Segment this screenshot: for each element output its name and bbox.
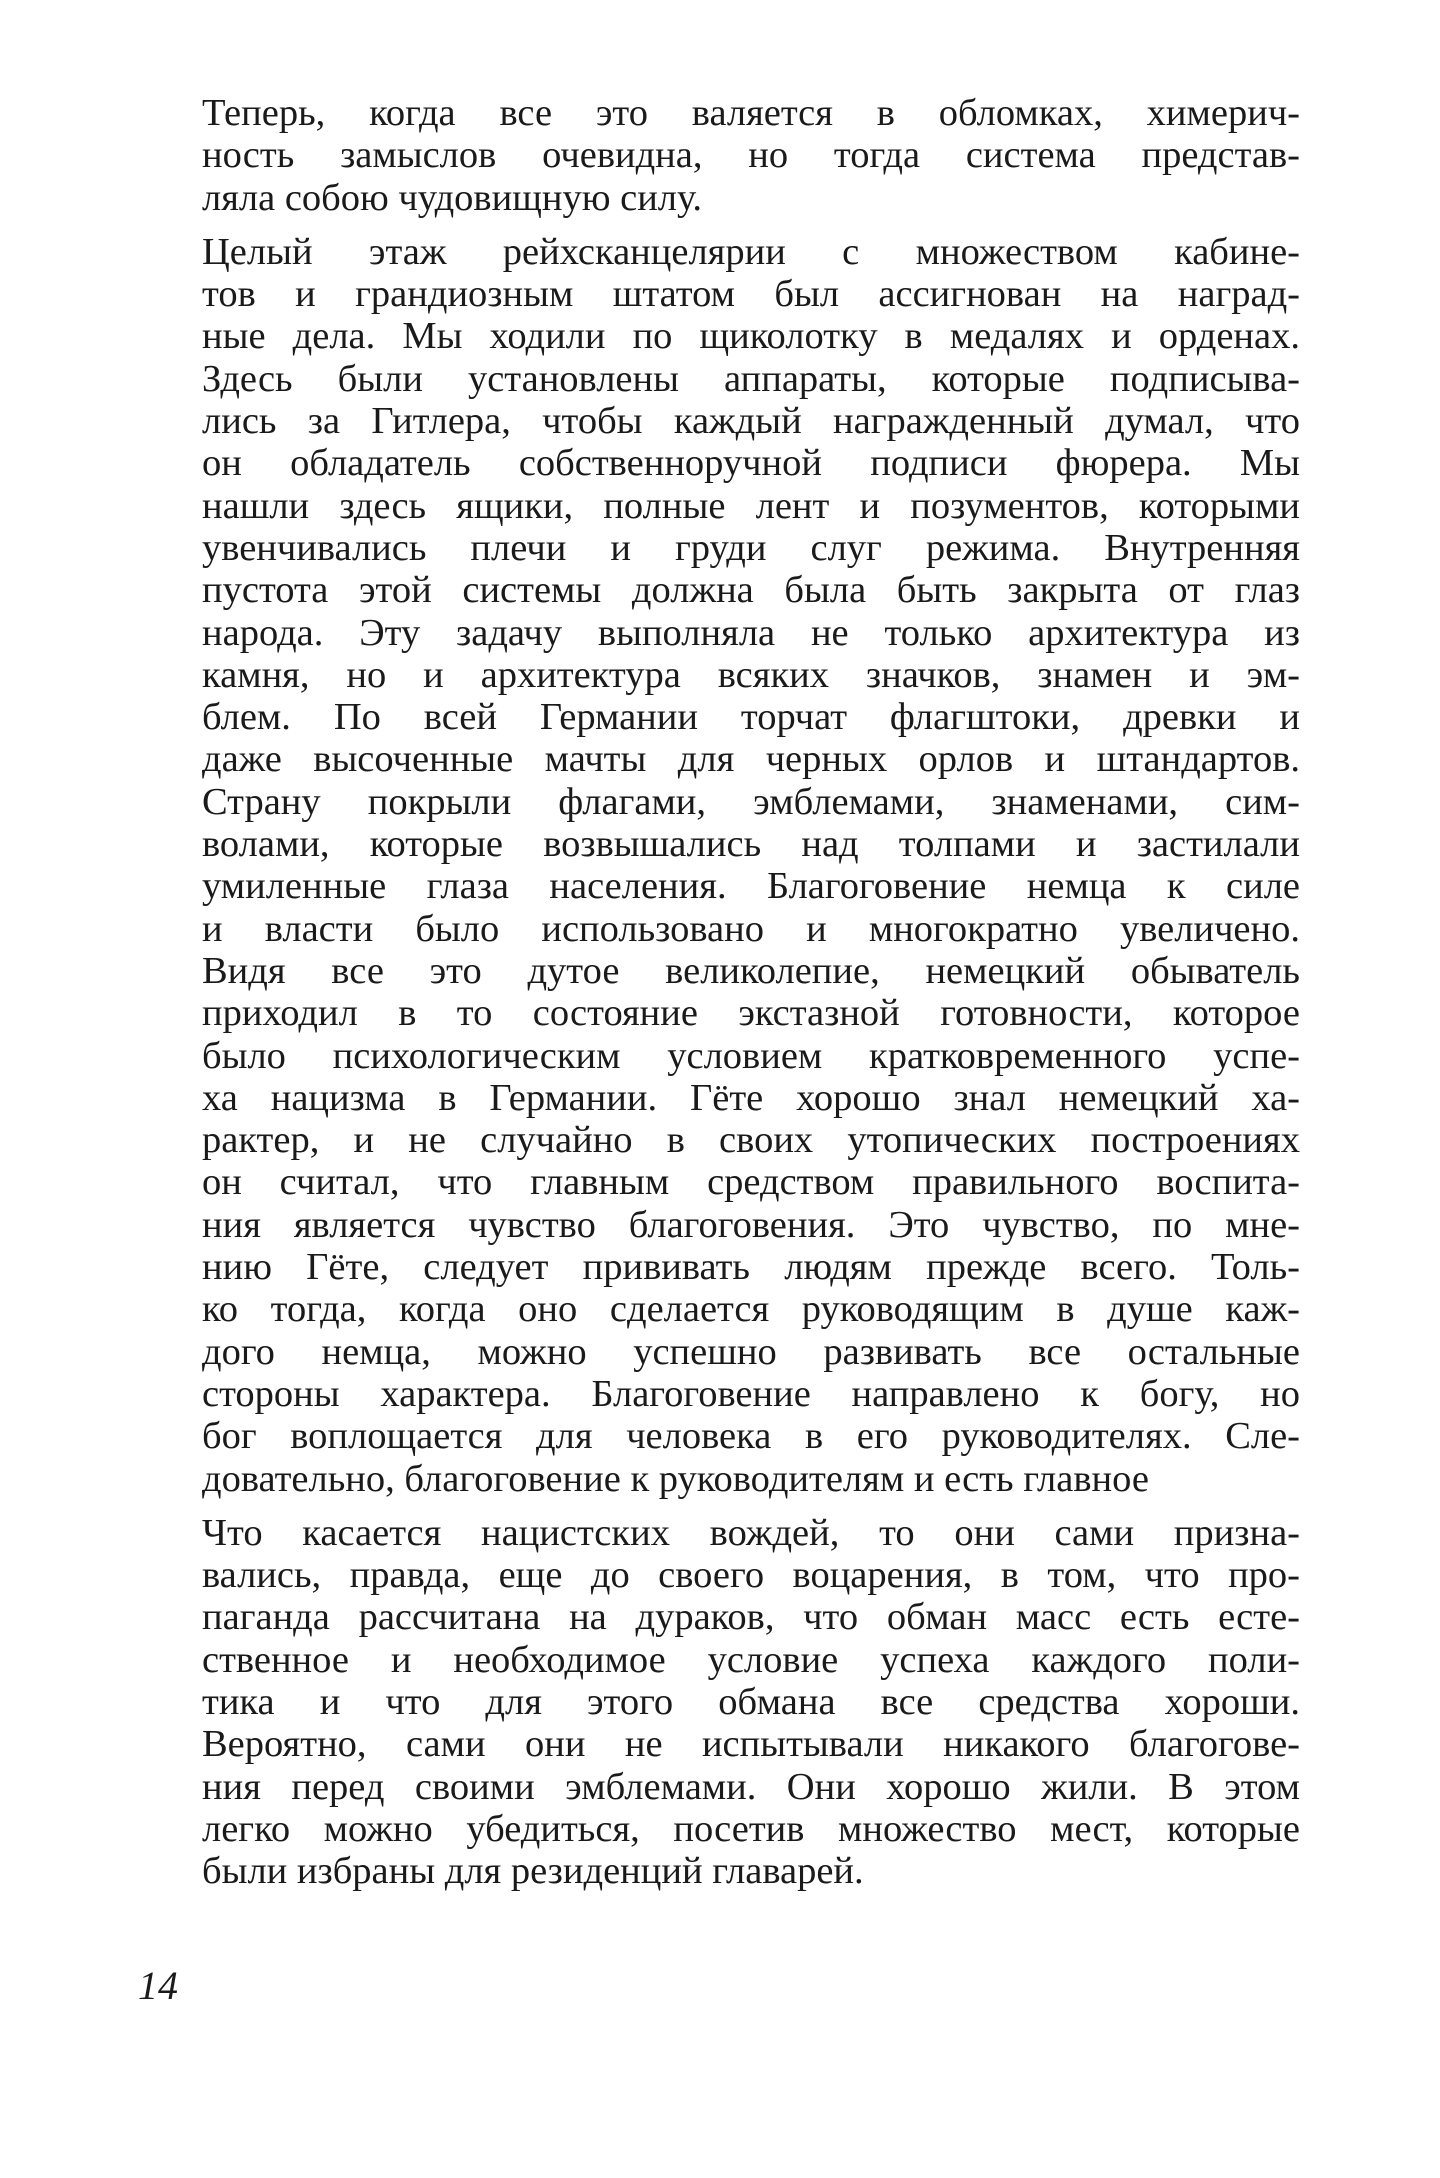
text-line: лись за Гитлера, чтобы каждый награжденный думал, что — [202, 400, 1300, 443]
text-line: бог воплощается для человека в его руководителях. Сле- — [202, 1415, 1300, 1458]
text-line: Вероятно, сами они не испытывали никакого благогове- — [202, 1723, 1300, 1766]
text-line: приходил в то состояние экстазной готовности, которое — [202, 992, 1300, 1035]
text-line: Страну покрыли флагами, эмблемами, знаменами, сим- — [202, 780, 1300, 823]
text-line: ственное и необходимое условие успеха каждого поли- — [202, 1638, 1300, 1681]
text-line: нию Гёте, следует прививать людям прежде всего. Толь- — [202, 1246, 1300, 1289]
text-line: увенчивались плечи и груди слуг режима. Внутренняя — [202, 526, 1300, 569]
text-line: ния является чувство благоговения. Это чувство, по мне- — [202, 1203, 1300, 1246]
text-line: ко тогда, когда оно сделается руководящим в душе каж- — [202, 1288, 1300, 1331]
text-line: Видя все это дутое великолепие, немецкий обыватель — [202, 949, 1300, 992]
text-line: даже высоченные мачты для черных орлов и штандартов. — [202, 738, 1300, 781]
text-line: умиленные глаза населения. Благоговение немца к силе — [202, 865, 1300, 908]
text-line: блем. По всей Германии торчат флагштоки, древки и — [202, 696, 1300, 739]
text-line: дого немца, можно успешно развивать все остальные — [202, 1330, 1300, 1373]
text-line: легко можно убедиться, посетив множество мест, которые — [202, 1807, 1300, 1850]
text-line: ха нацизма в Германии. Гёте хорошо знал немецкий ха- — [202, 1076, 1300, 1119]
paragraph-2 — [138, 231, 1300, 1500]
text-line: ность замыслов очевидна, но тогда система представ- — [202, 134, 1300, 177]
text-line: было психологическим условием кратковременного успе- — [202, 1034, 1300, 1077]
text-line: Теперь, когда все это валяется в обломках, химерич- — [202, 92, 1300, 134]
page-number: 14 — [138, 1963, 178, 2008]
text-line: ляла собою чудовищную силу. — [202, 176, 703, 219]
text-line: были избраны для резиденций главарей. — [202, 1850, 864, 1893]
text-line: он обладатель собственноручной подписи фюрера. Мы — [202, 442, 1300, 485]
text-line: камня, но и архитектура всяких значков, знамен и эм- — [202, 653, 1300, 696]
body-text — [138, 92, 1300, 1904]
text-line: он считал, что главным средством правильного воспита- — [202, 1161, 1300, 1204]
text-line: ные дела. Мы ходили по щиколотку в медалях и орденах. — [202, 315, 1300, 358]
text-line: Что касается нацистских вождей, то они сами призна- — [202, 1511, 1300, 1554]
text-line: тов и грандиозным штатом был ассигнован на наград- — [202, 273, 1300, 316]
paragraph-1 — [138, 92, 1300, 219]
text-line: нашли здесь ящики, полные лент и позументов, которыми — [202, 484, 1300, 527]
text-line: и власти было использовано и многократно увеличено. — [202, 907, 1300, 950]
paragraph-3 — [138, 1512, 1300, 1893]
text-line: Здесь были установлены аппараты, которые подписыва- — [202, 357, 1300, 400]
text-line: народа. Эту задачу выполняла не только архитектура из — [202, 611, 1300, 654]
text-line: паганда рассчитана на дураков, что обман масс есть есте- — [202, 1596, 1300, 1639]
text-line: тика и что для этого обмана все средства хороши. — [202, 1680, 1300, 1723]
text-line: стороны характера. Благоговение направлено к богу, но — [202, 1372, 1300, 1415]
text-line: волами, которые возвышались над толпами и застилали — [202, 823, 1300, 866]
text-line: ния перед своими эмблемами. Они хорошо жили. В этом — [202, 1765, 1300, 1808]
text-line: рактер, и не случайно в своих утопических построениях — [202, 1119, 1300, 1162]
text-line: довательно, благоговение к руководителям и есть главное — [202, 1457, 1149, 1500]
text-line: Целый этаж рейхсканцелярии с множеством кабине- — [202, 230, 1300, 273]
text-line: пустота этой системы должна была быть закрыта от глаз — [202, 569, 1300, 612]
text-line: вались, правда, еще до своего воцарения, в том, что про- — [202, 1554, 1300, 1597]
